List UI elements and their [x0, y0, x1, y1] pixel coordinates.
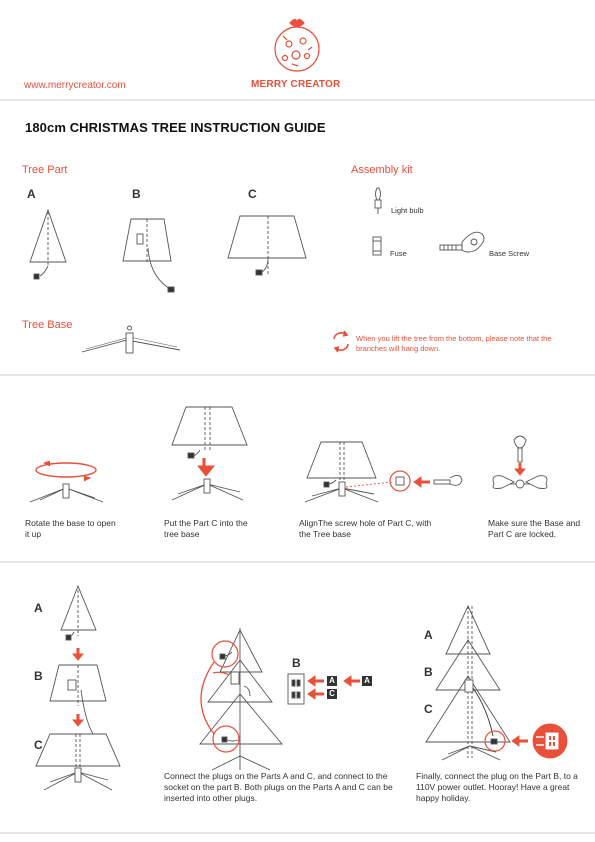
light-bulb-label: Light bulb [391, 206, 424, 215]
stack-label-b: B [34, 669, 43, 683]
stack-label-c: C [34, 738, 43, 752]
part-b-label: B [132, 187, 141, 201]
full-tree-connect-illustration [200, 628, 282, 770]
step-lock-base: Make sure the Base and Part C are locked. [488, 518, 581, 539]
rotate-base-illustration [30, 461, 103, 502]
fuse-icon [373, 237, 381, 255]
tree-part-heading: Tree Part [22, 164, 68, 176]
part-c-label: C [248, 187, 257, 201]
base-locked-illustration [493, 436, 547, 489]
step-put-part-c: Put the Part C into the tree base [164, 518, 248, 539]
stacked-parts-illustration [36, 586, 120, 790]
page-title: 180cm CHRISTMAS TREE INSTRUCTION GUIDE [25, 120, 326, 135]
final-label-b: B [424, 665, 433, 679]
light-bulb-icon [375, 188, 381, 214]
base-screw-icon [440, 232, 484, 252]
logo-ornament-icon [275, 19, 319, 71]
step-rotate-base: Rotate the base to open it up [25, 518, 116, 539]
socket-label-b: B [292, 656, 301, 670]
stack-label-a: A [34, 601, 43, 615]
final-tree-illustration [426, 606, 567, 760]
rotate-note-icon [334, 331, 348, 352]
final-label-a: A [424, 628, 433, 642]
assembly-kit-heading: Assembly kit [351, 164, 413, 176]
plug-tag-a-far: A [362, 676, 372, 686]
tree-part-b-illustration [123, 219, 174, 292]
base-screw-label: Base Screw [489, 249, 530, 258]
tree-base-heading: Tree Base [22, 319, 73, 331]
tree-part-c-illustration [228, 216, 306, 276]
part-c-into-base-illustration [172, 407, 247, 500]
fuse-label: Fuse [390, 249, 407, 258]
caption-connect-plugs: Connect the plugs on the Parts A and C, and connect to the socket on the part B. Both plugs on the Parts A and C can be inserted into other plugs. [164, 771, 393, 803]
caption-final-outlet: Finally, connect the plug on the Part B, to a 110V power outlet. Hooray! Have a great happy holiday. [416, 771, 578, 803]
part-a-label: A [27, 187, 36, 201]
socket-diagram [288, 674, 360, 704]
plug-tag-c: C [327, 689, 337, 699]
tree-base-illustration [82, 326, 180, 353]
lift-note: When you lift the tree from the bottom, please note that the branches will hang down. [356, 334, 552, 353]
brand-name: MERRY CREATOR [251, 79, 341, 90]
step-align-screw: AlignThe screw hole of Part C, with the Tree base [299, 518, 432, 539]
tree-part-a-illustration [30, 210, 66, 279]
final-label-c: C [424, 702, 433, 716]
website-url[interactable]: www.merrycreator.com [24, 80, 126, 91]
plug-tag-a-near: A [327, 676, 337, 686]
align-screw-illustration [305, 442, 462, 502]
